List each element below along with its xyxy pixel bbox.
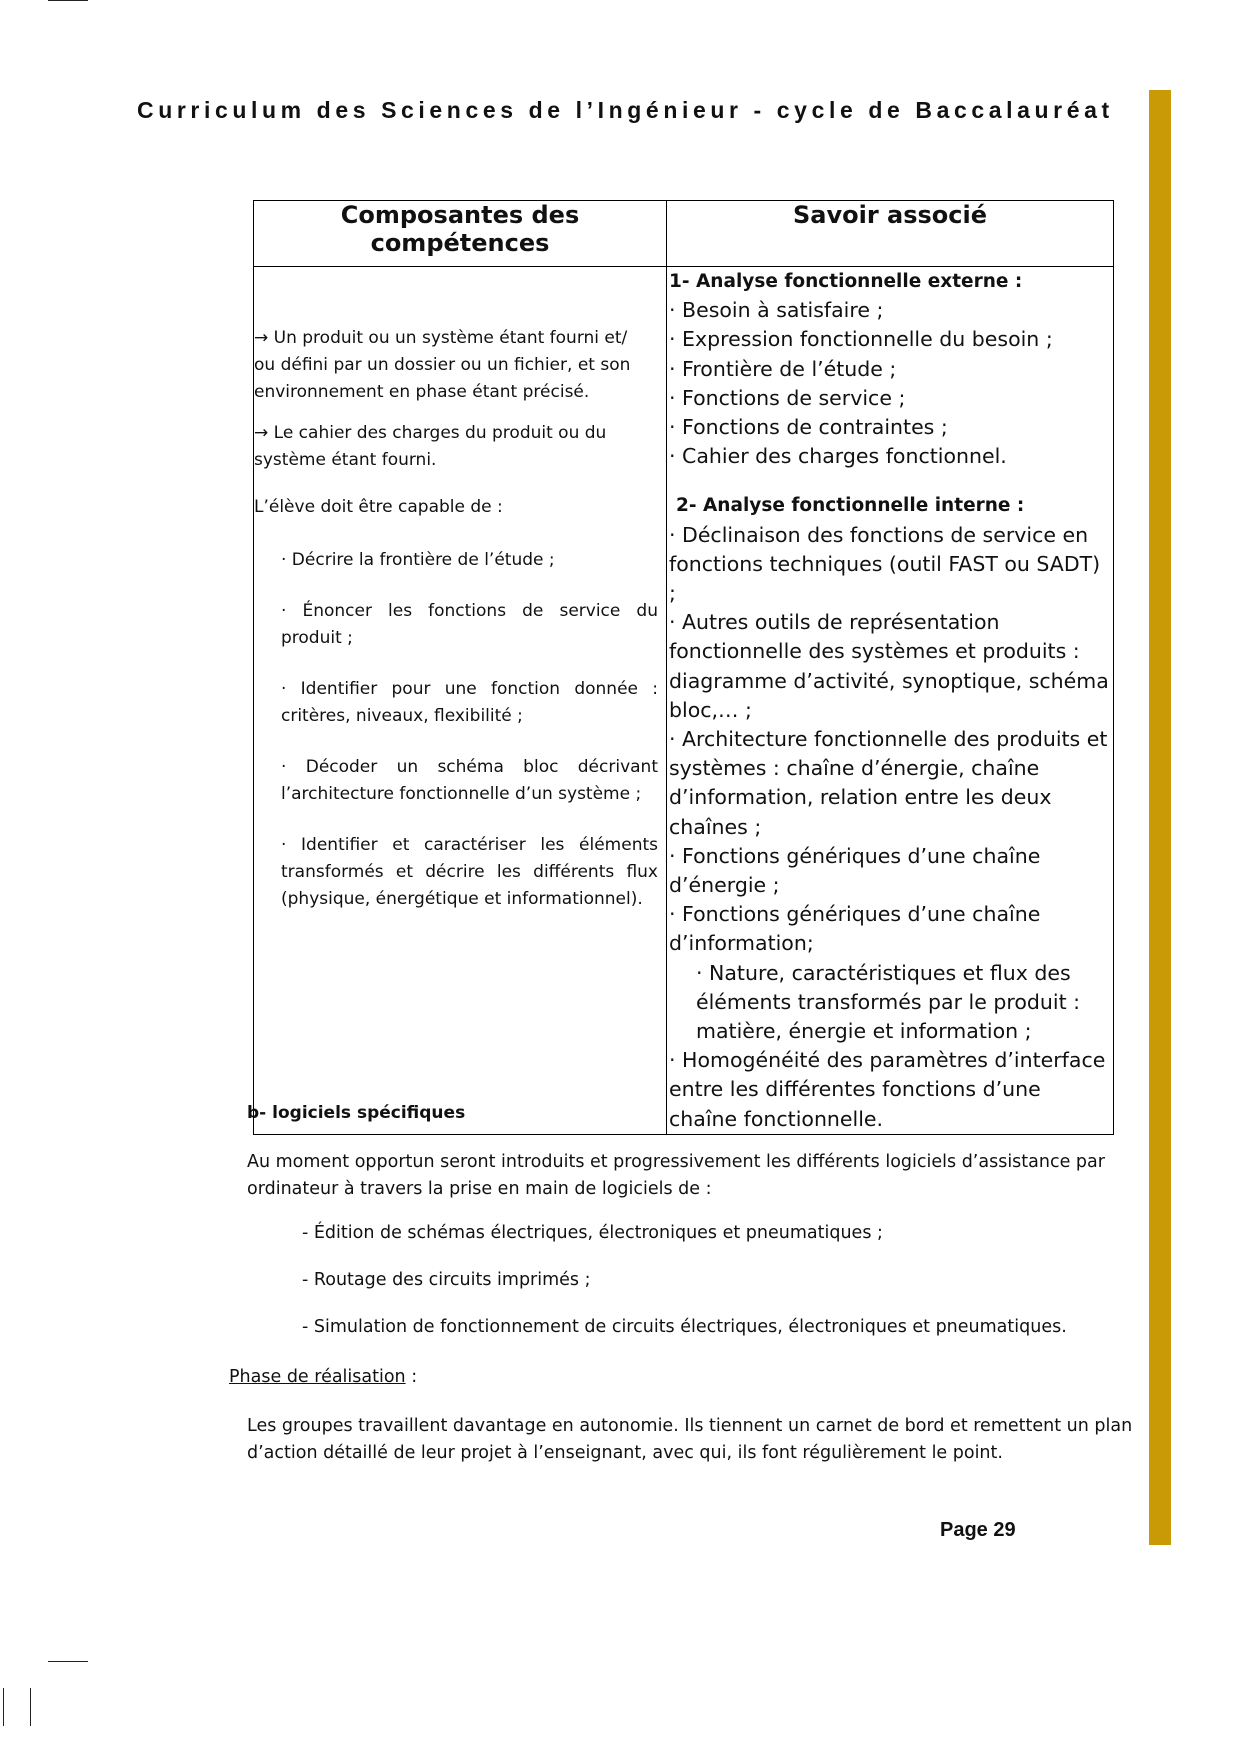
- crop-mark-left-1: [3, 1688, 4, 1726]
- phase-heading: [229, 1367, 417, 1387]
- savoir-cell: [667, 267, 1114, 1135]
- software-list-item: - Édition de schémas électriques, électroniques et pneumatiques ;: [302, 1223, 883, 1243]
- table-header-row: [254, 201, 1114, 267]
- skill-item: · Identifier et caractériser les éléments transformés et décrire les différents flux (physique, énergétique et informationnel).: [281, 835, 658, 909]
- table-row: [254, 267, 1114, 1135]
- savoir-item: · Fonctions de contraintes ;: [669, 415, 948, 440]
- savoir-item: · Fonctions de service ;: [669, 385, 906, 410]
- section-title-internal: 2- Analyse fonctionnelle interne :: [676, 495, 1025, 517]
- col-header-competences: Composantes des compétences: [254, 201, 667, 267]
- col-header-savoir: Savoir associé: [667, 201, 1114, 267]
- paragraph-line: ordinateur à travers la prise en main de logiciels de :: [247, 1179, 712, 1199]
- savoir-item: · Expression fonctionnelle du besoin ;: [669, 327, 1053, 352]
- section-title-external: 1- Analyse fonctionnelle externe :: [669, 271, 1023, 292]
- savoir-item: · Fonctions génériques d’une chaîne d’énergie ;: [669, 843, 1041, 898]
- skill-item: · Énoncer les fonctions de service du produit ;: [281, 601, 658, 648]
- phase-label: Phase de réalisation: [229, 1367, 406, 1387]
- crop-mark-left-2: [30, 1688, 31, 1726]
- savoir-item: · Déclinaison des fonctions de service en fonctions techniques (outil FAST ou SADT) ;: [669, 522, 1101, 606]
- context-line: ou défini par un dossier ou un fichier, et son: [254, 355, 631, 375]
- skill-item: · Décoder un schéma bloc décrivant l’architecture fonctionnelle d’un système ;: [281, 757, 658, 804]
- savoir-item: · Besoin à satisfaire ;: [669, 298, 884, 323]
- savoir-item: · Fonctions génériques d’une chaîne d’information;: [669, 902, 1041, 956]
- paragraph-line: d’action détaillé de leur projet à l’enseignant, avec qui, ils font régulièrement le point.: [247, 1443, 1003, 1463]
- context-block-1: [254, 325, 666, 406]
- context-block-2: [254, 420, 666, 474]
- savoir-item: · Homogénéité des paramètres d’interface entre les différentes fonctions d’une chaîne fonctionnelle.: [669, 1048, 1106, 1131]
- savoir-item: · Cahier des charges fonctionnel.: [669, 444, 1007, 469]
- crop-mark-bottom: [48, 1661, 88, 1662]
- savoir-item: · Architecture fonctionnelle des produits et systèmes : chaîne d’énergie, chaîne d’information, relation entre les deux chaînes ;: [669, 727, 1108, 839]
- page-number: Page 29: [940, 1519, 1016, 1541]
- savoir-subitem: · Nature, caractéristiques et flux des éléments transformés par le produit : matière, énergie et information ;: [696, 960, 1081, 1044]
- competences-cell: [254, 267, 667, 1135]
- context-line: → Le cahier des charges du produit ou du: [254, 423, 607, 443]
- software-paragraph: [247, 1149, 1127, 1203]
- savoir-item: · Frontière de l’étude ;: [669, 356, 897, 381]
- context-line: système étant fourni.: [254, 450, 437, 470]
- phase-paragraph: [247, 1413, 1137, 1467]
- context-line: environnement en phase étant précisé.: [254, 382, 590, 402]
- document-title: Curriculum des Sciences de l’Ingénieur - cycle de Baccalauréat: [137, 97, 1114, 123]
- crop-mark-top: [48, 0, 88, 1]
- skill-item: · Identifier pour une fonction donnée : critères, niveaux, flexibilité ;: [281, 679, 658, 726]
- paragraph-line: Les groupes travaillent davantage en autonomie. Ils tiennent un carnet de bord et remettent un plan: [247, 1416, 1133, 1436]
- savoir-item: · Autres outils de représentation fonctionnelle des systèmes et produits : diagramme d’activité, synoptique, schéma bloc,… ;: [669, 610, 1109, 722]
- software-heading: b- logiciels spécifiques: [247, 1103, 466, 1123]
- skill-item: · Décrire la frontière de l’étude ;: [281, 550, 555, 570]
- phase-colon: :: [405, 1367, 418, 1387]
- software-list-item: - Routage des circuits imprimés ;: [302, 1270, 591, 1290]
- context-line: → Un produit ou un système étant fourni et/: [254, 328, 628, 348]
- software-list-item: - Simulation de fonctionnement de circuits électriques, électroniques et pneumatiques.: [302, 1317, 1067, 1337]
- skills-lead: L’élève doit être capable de :: [254, 497, 503, 517]
- accent-bar: [1149, 90, 1171, 1545]
- competences-table: [253, 200, 1114, 1135]
- paragraph-line: Au moment opportun seront introduits et progressivement les différents logiciels d’assistance par: [247, 1152, 1105, 1172]
